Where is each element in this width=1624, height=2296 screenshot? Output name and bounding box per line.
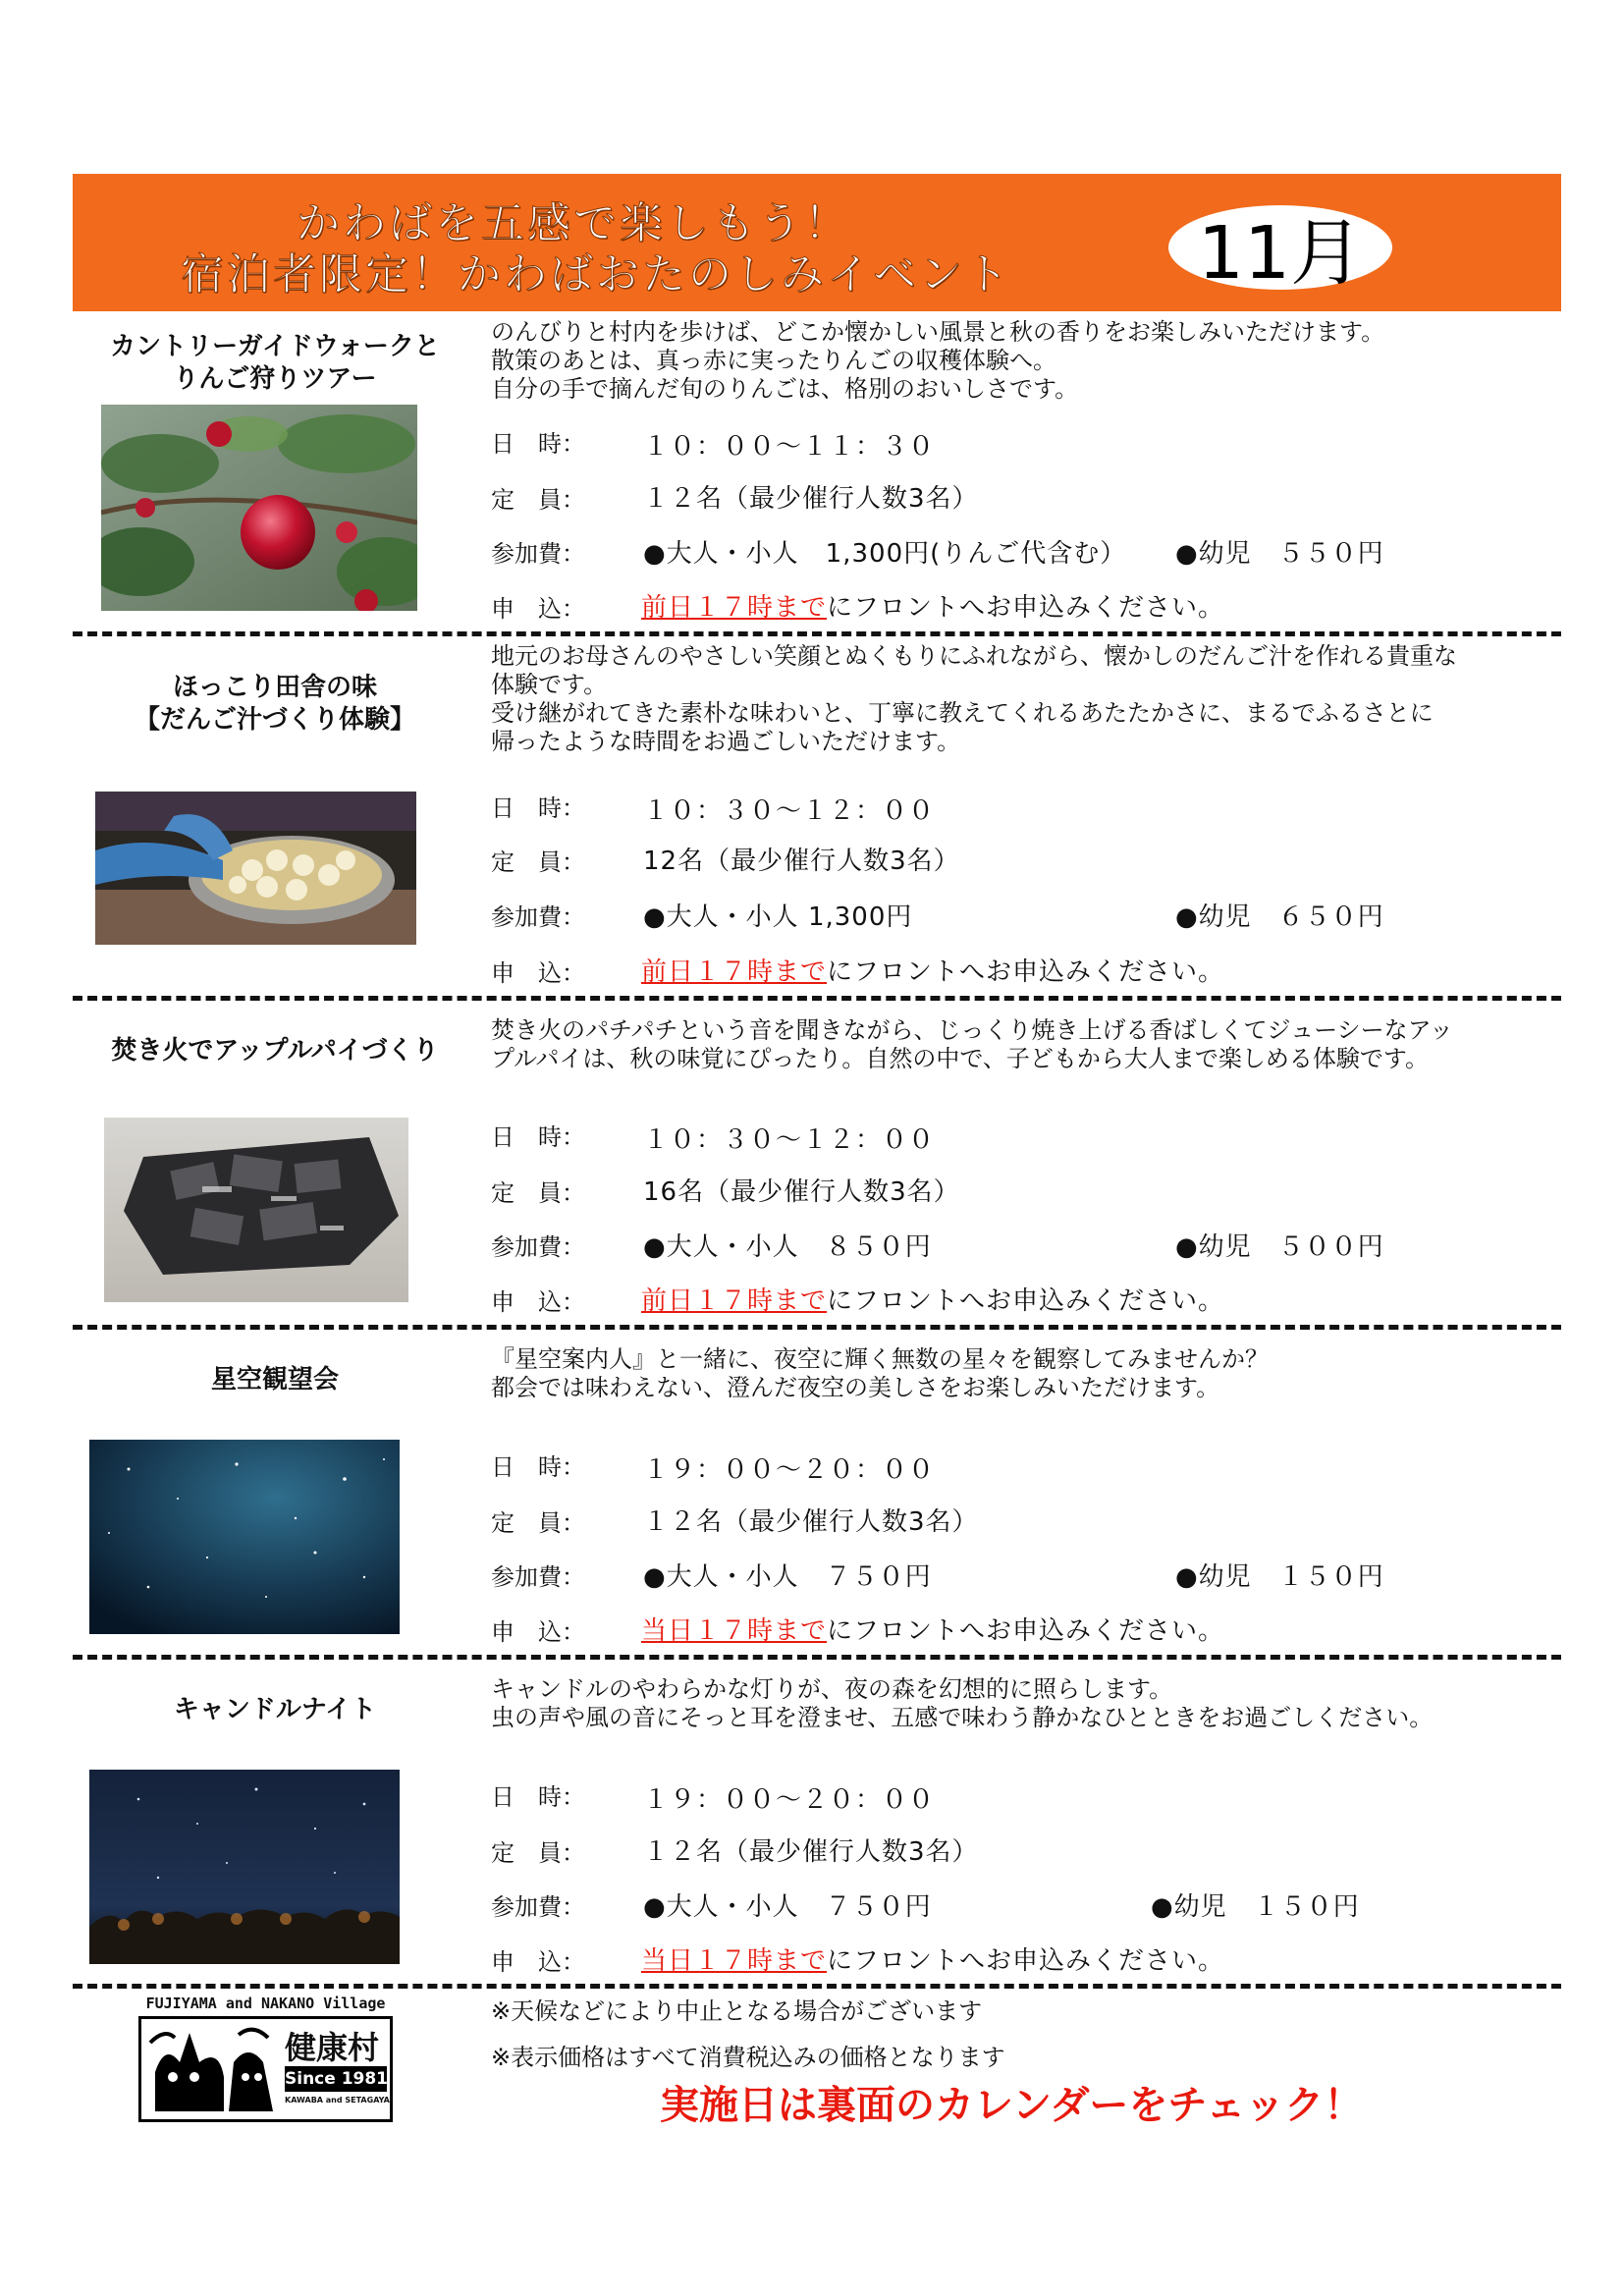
apply-instruction: にフロントへお申込みください。 <box>827 1946 1225 1976</box>
apply-deadline: 前日１７時まで <box>641 957 828 987</box>
desc-line: 地元のお母さんのやさしい笑顔とぬくもりにふれながら、懐かしのだんご汁を作れる貴重な <box>491 642 1457 670</box>
datetime-label: 日 時： <box>491 794 585 822</box>
apply-instruction: にフロントへお申込みください。 <box>827 593 1225 623</box>
logo-since: Since 1981 <box>285 2066 387 2092</box>
event-2-time: １０：３０～１２：００ <box>643 796 936 826</box>
logo-top-text: FUJIYAMA and NAKANO Village <box>145 1995 386 2012</box>
event-5-fee-child: ●幼児 １５０円 <box>1151 1892 1360 1922</box>
month-badge: 11月 <box>1168 205 1392 290</box>
capacity-label: 定 員： <box>491 486 585 514</box>
datetime-label: 日 時： <box>491 1783 585 1811</box>
note-line: ※天候などにより中止となる場合がございます <box>491 1997 983 2025</box>
datetime-label: 日 時： <box>491 1453 585 1481</box>
event-5-desc <box>491 1675 1551 1732</box>
desc-line: 体験です。 <box>491 671 608 698</box>
notes <box>491 1989 1005 2081</box>
apply-deadline: 当日１７時まで <box>641 1616 828 1646</box>
apply-label: 申 込： <box>491 1948 585 1976</box>
event-5-title: キャンドルナイト <box>173 1695 377 1724</box>
desc-line: 焚き火のパチパチという音を聞きながら、じっくり焼き上げる香ばしくてジューシーなアッ <box>491 1016 1453 1044</box>
apply-label: 申 込： <box>491 595 585 623</box>
desc-line: 受け継がれてきた素朴な味わいと、丁寧に教えてくれるあたたかさに、まるでふるさとに <box>491 699 1434 727</box>
event-1-desc <box>491 318 1551 404</box>
apple-photo <box>101 405 417 611</box>
event-1-apply <box>641 587 1224 624</box>
logo-name: 健康村 <box>285 2029 380 2066</box>
datetime-label: 日 時： <box>491 430 585 458</box>
event-1-fee-child: ●幼児 ５５０円 <box>1175 539 1384 569</box>
event-1-title: カントリーガイドウォークと りんご狩りツアー <box>110 332 440 394</box>
event-4-title: 星空観望会 <box>210 1365 339 1394</box>
dashed-divider <box>73 631 1561 636</box>
event-3-desc <box>491 1016 1551 1073</box>
event-5-capacity: １２名（最少催行人数3名） <box>643 1837 979 1867</box>
dashed-divider <box>73 996 1561 1001</box>
fee-label: 参加費： <box>491 903 585 931</box>
event-5-time: １９：００～２０：００ <box>643 1785 936 1815</box>
desc-line: キャンドルのやわらかな灯りが、夜の森を幻想的に照らします。 <box>491 1675 1173 1703</box>
dashed-divider <box>73 1655 1561 1660</box>
event-2-fee-adult: ●大人・小人 1,300円 <box>643 902 913 932</box>
capacity-label: 定 員： <box>491 848 585 876</box>
logo-sub: KAWABA and SETAGAYA <box>285 2096 390 2105</box>
event-3-fee-child: ●幼児 ５００円 <box>1175 1232 1384 1262</box>
event-4-apply <box>641 1611 1224 1647</box>
desc-line: プルパイは、秋の味覚にぴったり。自然の中で、子どもから大人まで楽しめる体験です。 <box>491 1045 1429 1072</box>
dango-soup-photo <box>95 792 416 945</box>
capacity-label: 定 員： <box>491 1839 585 1867</box>
logo-frame <box>138 2016 393 2122</box>
apply-deadline: 前日１７時まで <box>641 593 828 623</box>
desc-line: 都会では味わえない、澄んだ夜空の美しさをお楽しみいただけます。 <box>491 1374 1220 1401</box>
fee-label: 参加費： <box>491 540 585 568</box>
fee-label: 参加費： <box>491 1233 585 1261</box>
capacity-label: 定 員： <box>491 1179 585 1207</box>
event-4-time: １９：００～２０：００ <box>643 1455 936 1485</box>
event-1-fee-adult: ●大人・小人 1,300円(りんご代含む） <box>643 539 1127 569</box>
apply-deadline: 当日１７時まで <box>641 1946 828 1976</box>
event-4-fee-child: ●幼児 １５０円 <box>1175 1562 1384 1592</box>
event-2-title: ほっこり田舎の味 【だんご汁づくり体験】 <box>134 673 415 735</box>
desc-line: のんびりと村内を歩けば、どこか懐かしい風景と秋の香りをお楽しみいただけます。 <box>491 318 1385 346</box>
apply-instruction: にフロントへお申込みください。 <box>827 1616 1225 1646</box>
event-1-time: １０：００～１１：３０ <box>643 432 936 462</box>
event-5-fee-adult: ●大人・小人 ７５０円 <box>643 1892 932 1922</box>
apply-label: 申 込： <box>491 1288 585 1316</box>
dashed-divider <box>73 1325 1561 1330</box>
event-2-capacity: 12名（最少催行人数3名） <box>643 847 960 876</box>
note-line: ※表示価格はすべて消費税込みの価格となります <box>491 2044 1005 2071</box>
event-5-apply <box>641 1941 1224 1977</box>
candle-night-photo <box>89 1770 400 1964</box>
header-line-1: かわばを五感で楽しもう！ <box>297 198 850 248</box>
event-2-desc <box>491 642 1551 756</box>
event-3-title: 焚き火でアップルパイづくり <box>111 1036 439 1066</box>
apply-deadline: 前日１７時まで <box>641 1286 828 1316</box>
desc-line: 帰ったような時間をお過ごしいただけます。 <box>491 728 961 755</box>
event-4-fee-adult: ●大人・小人 ７５０円 <box>643 1562 932 1592</box>
apply-instruction: にフロントへお申込みください。 <box>827 957 1225 987</box>
starry-sky-photo <box>89 1440 400 1634</box>
event-2-fee-child: ●幼児 ６５０円 <box>1175 902 1384 932</box>
event-4-capacity: １２名（最少催行人数3名） <box>643 1507 979 1537</box>
event-3-capacity: 16名（最少催行人数3名） <box>643 1177 960 1207</box>
header-line-2: 宿泊者限定！かわばおたのしみイベント <box>181 249 1011 300</box>
capacity-label: 定 員： <box>491 1509 585 1537</box>
fee-label: 参加費： <box>491 1893 585 1921</box>
event-3-apply <box>641 1281 1224 1317</box>
desc-line: 『星空案内人』と一緒に、夜空に輝く無数の星々を観察してみませんか？ <box>491 1345 1269 1373</box>
village-logo <box>138 1995 393 2122</box>
event-3-time: １０：３０～１２：００ <box>643 1125 936 1155</box>
apply-instruction: にフロントへお申込みください。 <box>827 1286 1225 1316</box>
desc-line: 散策のあとは、真っ赤に実ったりんごの収穫体験へ。 <box>491 347 1056 374</box>
desc-line: 虫の声や風の音にそっと耳を澄ませ、五感で味わう静かなひとときをお過ごしください。 <box>491 1704 1434 1731</box>
calendar-callout: 実施日は裏面のカレンダーをチェック！ <box>660 2083 1364 2128</box>
desc-line: 自分の手で摘んだ旬のりんごは、格別のおいしさです。 <box>491 375 1079 403</box>
bonfire-photo <box>104 1118 408 1302</box>
fee-label: 参加費： <box>491 1563 585 1591</box>
cat-illustration-icon <box>145 2023 283 2117</box>
header-banner <box>73 174 1561 311</box>
event-3-fee-adult: ●大人・小人 ８５０円 <box>643 1232 932 1262</box>
event-1-capacity: １２名（最少催行人数3名） <box>643 484 979 514</box>
event-2-apply <box>641 952 1224 988</box>
apply-label: 申 込： <box>491 1618 585 1646</box>
event-4-desc <box>491 1345 1551 1402</box>
datetime-label: 日 時： <box>491 1123 585 1151</box>
apply-label: 申 込： <box>491 959 585 987</box>
